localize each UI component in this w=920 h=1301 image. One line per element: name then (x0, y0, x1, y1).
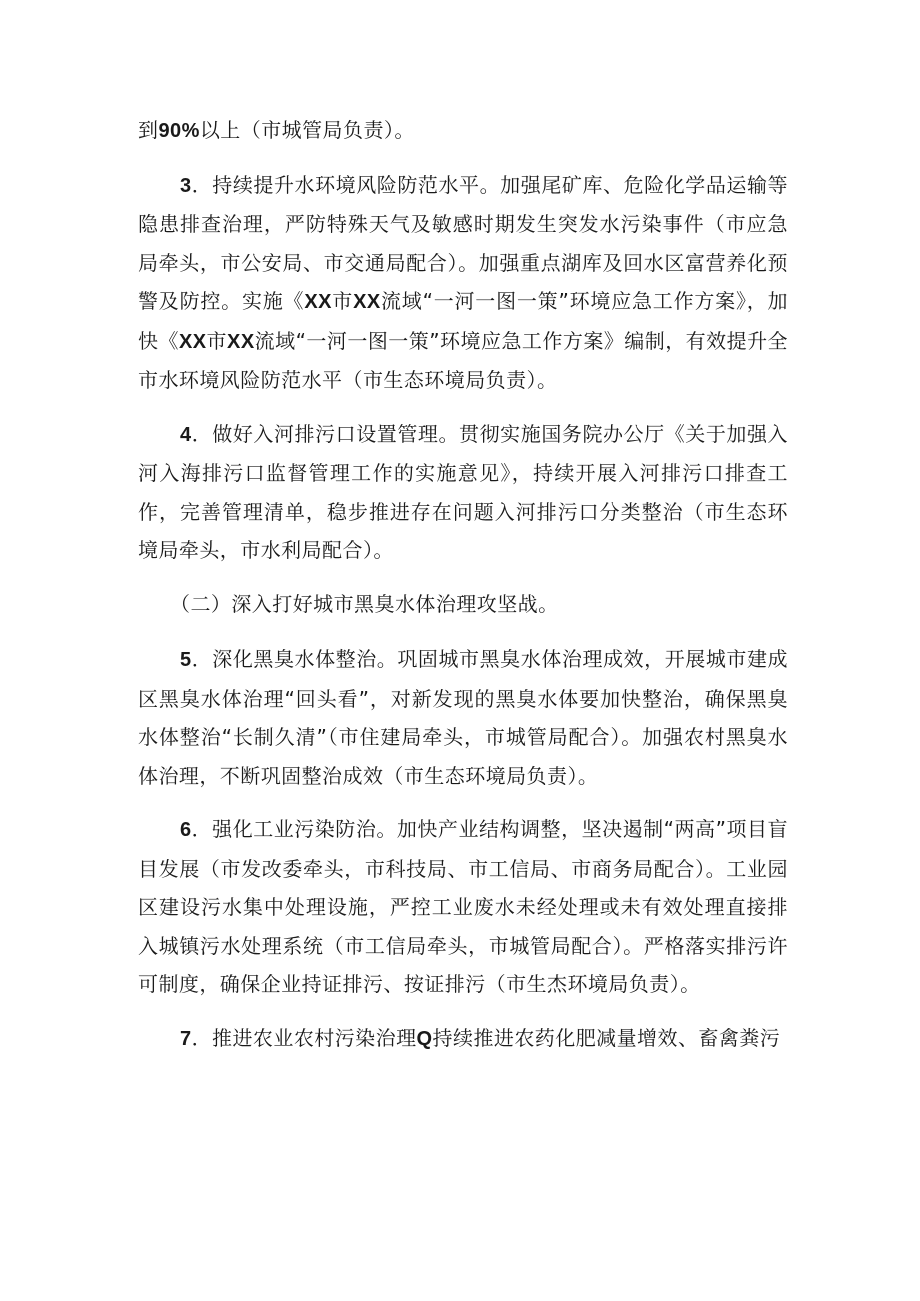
bold-text: 4 (180, 423, 192, 446)
section-heading-2 (138, 585, 788, 624)
paragraph-item-3 (138, 166, 788, 400)
bold-text: XX (304, 291, 332, 313)
text-run: 市 (206, 328, 228, 353)
text-run: 流域“一河一图一策”环境应急工作方案》编制，有效提升全市水环境风险防范水平（市生态环境局负责）。 (138, 328, 789, 392)
bold-text: 5 (180, 649, 192, 671)
bold-text: XX (178, 330, 207, 353)
paragraph-item-6 (138, 810, 788, 1004)
text-run: 市 (331, 289, 354, 313)
text-run: （二）深入打好城市黑臭水体治理攻坚战。 (170, 591, 559, 616)
text-run: ．持续提升水环境风险防范水平。加强尾矿库、危险化学品运输等隐患排查治理，严防特殊天气及敏感时期发生突发水污染事件（市应急局牵头，市公安局、市交通局配合）。加强重点湖库及回水区富营养化预警及防控。实施《 (138, 172, 788, 313)
text-run: 持续推进农药化肥减量增效、畜禽粪污 (432, 1025, 781, 1050)
paragraph-item-4 (138, 415, 788, 570)
text-run: 到 (138, 118, 159, 142)
paragraph-item-5 (138, 640, 788, 795)
bold-text: XX (227, 330, 255, 353)
paragraph-item-7 (138, 1019, 788, 1059)
bold-text: 6 (180, 819, 192, 841)
text-run: ．推进农业农村污染治理 (191, 1025, 417, 1050)
bold-text: 7 (180, 1027, 192, 1050)
text-run: ．深化黑臭水体整治。巩固城市黑臭水体治理成效，开展城市建成区黑臭水体治理“回头看”，对新发现的黑臭水体要加快整治，确保黑臭水体整治“长制久清”（市住建局牵头，市城管局配合）。加强农村黑臭水体治理，不断巩固整治成效（市生态环境局负责）。 (138, 647, 788, 788)
document-body (138, 111, 788, 1073)
bold-text: 3 (180, 174, 192, 197)
text-run: 流域“一河一图一策”环境应急工作方案》，加快《 (138, 289, 788, 353)
bold-text: Q (416, 1027, 433, 1050)
text-run: 以上（市城管局负责）。 (199, 118, 415, 142)
bold-text: XX (353, 291, 381, 313)
text-run: ．强化工业污染防治。加快产业结构调整，坚决遏制“两高”项目盲目发展（市发改委牵头，市科技局、市工信局、市商务局配合）。工业园区建设污水集中处理设施，严控工业废水未经处理或未有效处理直接排入城镇污水处理系统（市工信局牵头，市城管局配合）。严格落实排污许可制度，确保企业持证排污、按证排污（市生杰环境局负责）。 (138, 817, 788, 996)
text-run: ．做好入河排污口设置管理。贯彻实施国务院办公厅《关于加强入河入海排污口监督管理工作的实施意见》，持续开展入河排污口排查工作，完善管理清单，稳步推进存在问题入河排污口分类整治（市生态环境局牵头，市水利局配合）。 (138, 421, 788, 562)
paragraph-continuation (138, 111, 788, 151)
bold-text: 90% (158, 120, 200, 142)
